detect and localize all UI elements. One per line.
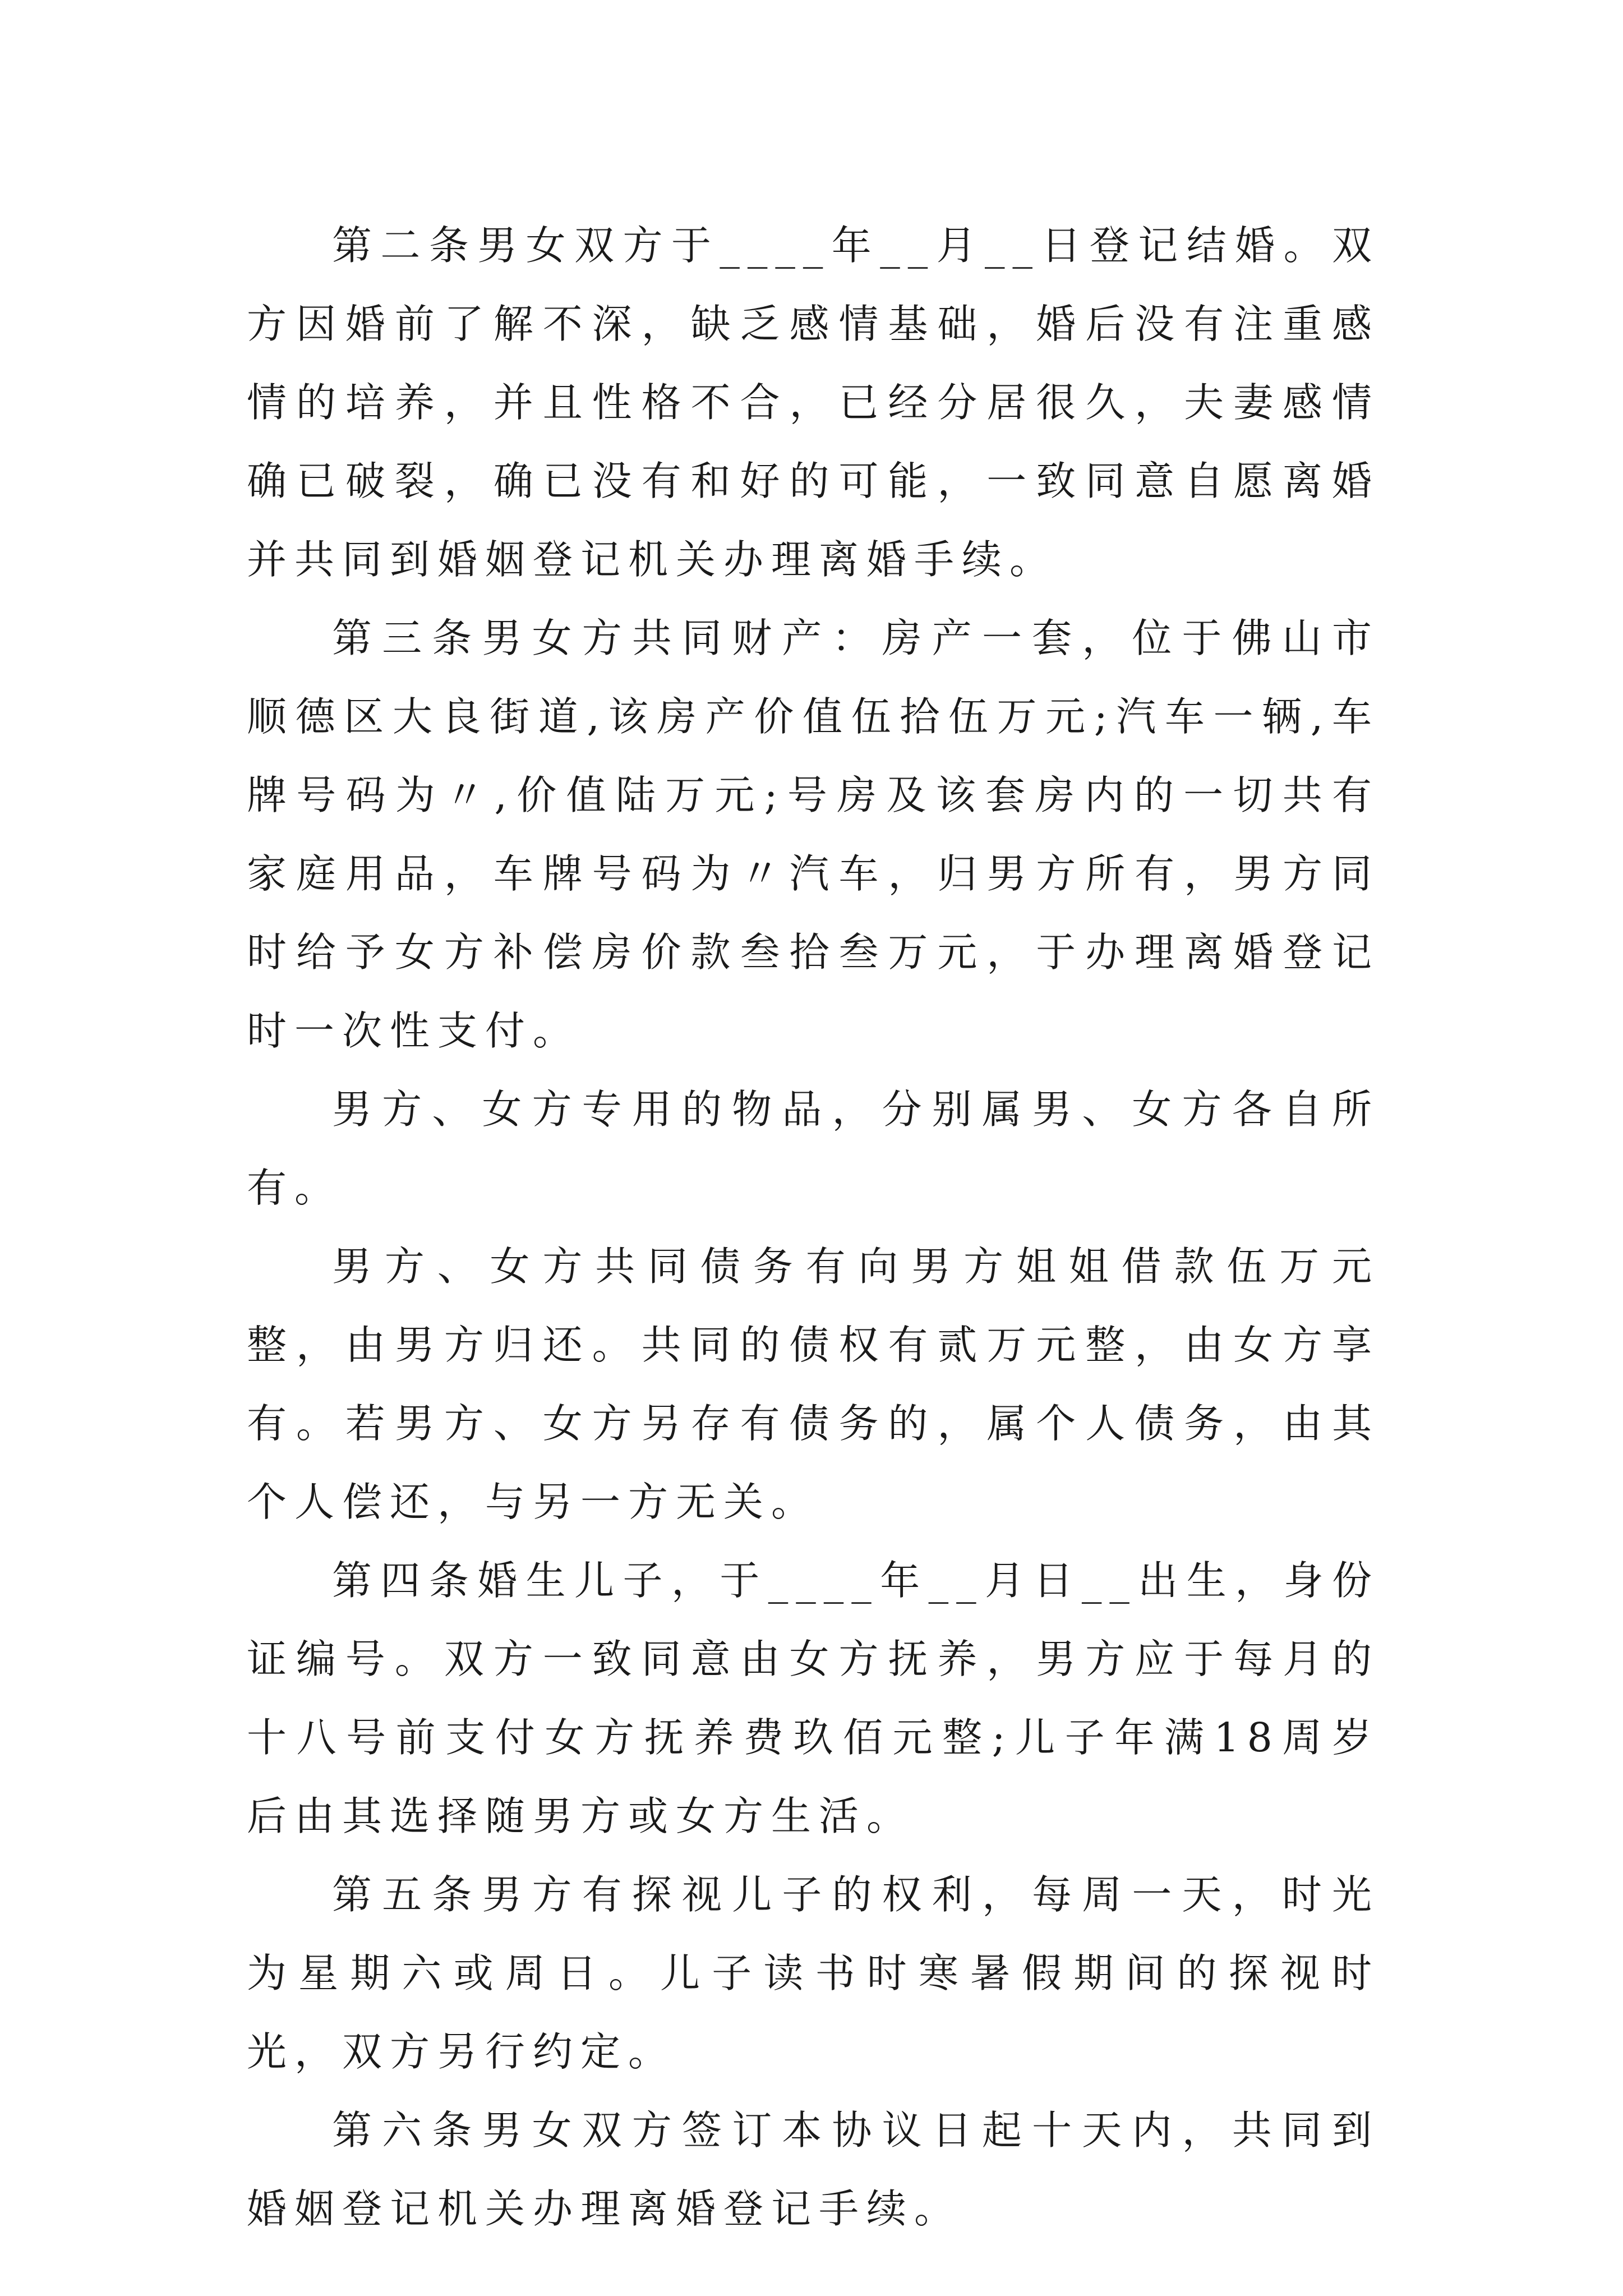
paragraph-article-2: 第二条男女双方于____年__月__日登记结婚。双方因婚前了解不深，缺乏感情基础，婚后没有注重感情的培养，并且性格不合，已经分居很久，夫妻感情确已破裂，确已没有和好的可能，一致同意自愿离婚并共同到婚姻登记机关办理离婚手续。 [247, 222, 1380, 583]
paragraph-article-4: 第四条婚生儿子，于____年__月日__出生，身份证编号。双方一致同意由女方抚养，男方应于每月的十八号前支付女方抚养费玖佰元整;儿子年满18周岁后由其选择随男方或女方生活。 [247, 1557, 1380, 1839]
paragraph-article-3: 第三条男女方共同财产：房产一套，位于佛山市顺德区大良街道,该房产价值伍拾伍万元;汽车一辆,车牌号码为〃,价值陆万元;号房及该套房内的一切共有家庭用品，车牌号码为〃汽车，归男方所有，男方同时给予女方补偿房价款叁拾叁万元，于办理离婚登记时一次性支付。 [247, 615, 1380, 1054]
paragraph-personal-items: 男方、女方专用的物品，分别属男、女方各自所有。 [247, 1086, 1380, 1211]
document-body [247, 206, 1380, 2248]
paragraph-article-6: 第六条男女双方签订本协议日起十天内，共同到婚姻登记机关办理离婚登记手续。 [247, 2107, 1380, 2232]
paragraph-article-5: 第五条男方有探视儿子的权利，每周一天，时光为星期六或周日。儿子读书时寒暑假期间的探视时光，双方另行约定。 [247, 1871, 1380, 2075]
paragraph-debts: 男方、女方共同债务有向男方姐姐借款伍万元整，由男方归还。共同的债权有贰万元整，由女方享有。若男方、女方另存有债务的，属个人债务，由其个人偿还，与另一方无关。 [247, 1243, 1380, 1525]
